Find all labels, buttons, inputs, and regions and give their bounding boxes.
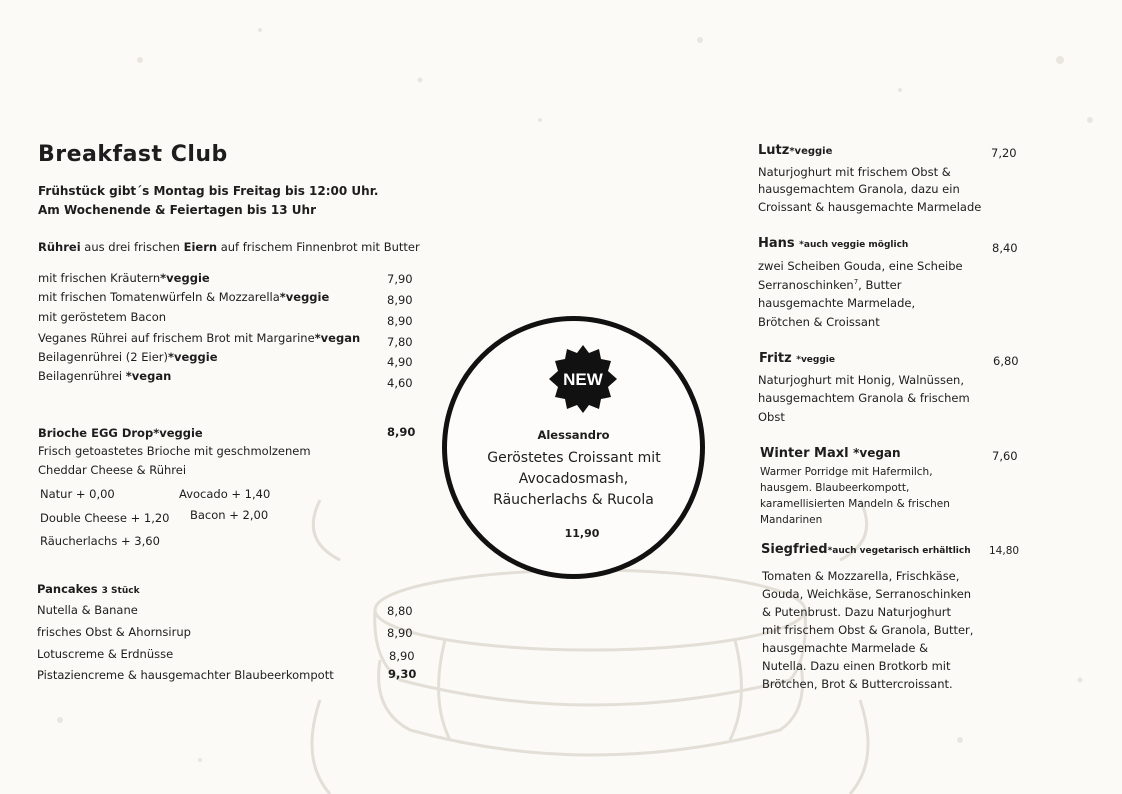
brioche-option: Double Cheese + 1,20 (40, 511, 170, 525)
lutz-description: hausgemachtem Granola, dazu ein (758, 182, 960, 196)
pancake-item: Nutella & Banane (37, 603, 138, 617)
pancake-price: 8,90 (387, 626, 413, 640)
special-description: Avocadosmash, (518, 471, 629, 487)
brioche-price: 8,90 (387, 425, 416, 439)
special-price: 11,90 (564, 527, 600, 540)
siegfried-description: & Putenbrust. Dazu Naturjoghurt (762, 605, 952, 619)
ruehrei-price: 8,90 (387, 293, 413, 307)
opening-hours-weekend: Am Wochenende & Feiertagen bis 13 Uhr (38, 203, 316, 217)
fritz-price: 6,80 (993, 354, 1019, 368)
page-title: Breakfast Club (38, 142, 228, 167)
ruehrei-item: mit frischen Tomatenwürfeln & Mozzarella*veggie (38, 290, 330, 304)
ruehrei-item: Veganes Rührei auf frischem Brot mit Margarine*vegan (38, 331, 361, 345)
siegfried-description: Gouda, Weichkäse, Serranoschinken (762, 587, 972, 601)
siegfried-description: hausgemachte Marmelade & (762, 641, 929, 655)
lutz-price: 7,20 (991, 146, 1017, 160)
pancake-item: Pistaziencreme & hausgemachter Blaubeerkompott (37, 668, 334, 682)
special-description: Geröstetes Croissant mit (487, 450, 661, 466)
siegfried-description: Brötchen, Brot & Buttercroissant. (762, 677, 953, 691)
brioche-option: Avocado + 1,40 (179, 487, 271, 501)
lutz-description: Naturjoghurt mit frischem Obst & (758, 165, 951, 179)
brioche-description: Cheddar Cheese & Rührei (38, 463, 187, 477)
hans-description: zwei Scheiben Gouda, eine Scheibe (758, 259, 963, 273)
winter-maxl-title: Winter Maxl *vegan (760, 446, 901, 461)
winter-maxl-price: 7,60 (992, 449, 1018, 463)
hans-description: Brötchen & Croissant (758, 315, 880, 329)
ruehrei-price: 4,60 (387, 376, 413, 390)
siegfried-description: Nutella. Dazu einen Brotkorb mit (762, 659, 951, 673)
brioche-option: Natur + 0,00 (40, 487, 115, 501)
ruehrei-item: Beilagenrührei *vegan (38, 369, 172, 383)
hans-description: hausgemachte Marmelade, (758, 296, 916, 310)
winter-maxl-description: hausgem. Blaubeerkompott, (760, 482, 910, 494)
pancake-item: frisches Obst & Ahornsirup (37, 625, 191, 639)
hans-price: 8,40 (992, 241, 1018, 255)
siegfried-price: 14,80 (989, 545, 1020, 557)
fritz-title: Fritz *veggie (759, 351, 835, 366)
fritz-description: Naturjoghurt mit Honig, Walnüssen, (758, 373, 964, 387)
brioche-option: Räucherlachs + 3,60 (40, 534, 160, 548)
ruehrei-price: 4,90 (387, 355, 413, 369)
ruehrei-item: Beilagenrührei (2 Eier)*veggie (38, 350, 218, 364)
lutz-description: Croissant & hausgemachte Marmelade (758, 200, 982, 214)
pancake-price: 8,80 (387, 604, 413, 618)
lutz-title: Lutz*veggie (758, 143, 833, 158)
ruehrei-item: mit frischen Kräutern*veggie (38, 271, 210, 285)
pancake-item: Lotuscreme & Erdnüsse (37, 647, 174, 661)
siegfried-title: Siegfried*auch vegetarisch erhältlich (761, 542, 971, 557)
opening-hours-weekday: Frühstück gibt´s Montag bis Freitag bis 12:00 Uhr. (38, 184, 379, 198)
new-badge-label: NEW (563, 370, 603, 389)
ruehrei-price: 7,90 (387, 272, 413, 286)
brioche-title: Brioche EGG Drop*veggie (38, 426, 203, 440)
siegfried-description: mit frischem Obst & Granola, Butter, (762, 623, 974, 637)
ruehrei-intro: Rührei aus drei frischen Eiern auf frischem Finnenbrot mit Butter (38, 240, 420, 254)
ruehrei-item: mit geröstetem Bacon (38, 310, 167, 324)
fritz-description: hausgemachtem Granola & frischem (758, 391, 970, 405)
winter-maxl-description: Warmer Porridge mit Hafermilch, (760, 466, 933, 478)
pancake-price: 8,90 (389, 649, 415, 663)
hans-description: Serranoschinken$^7$, Butter (758, 278, 902, 292)
special-description: Räucherlachs & Rucola (493, 492, 654, 508)
winter-maxl-description: karamellisierten Mandeln & frischen (760, 498, 950, 510)
ruehrei-price: 7,80 (387, 335, 413, 349)
ruehrei-price: 8,90 (387, 314, 413, 328)
brioche-description: Frisch getoastetes Brioche mit geschmolzenem (38, 444, 311, 458)
pancakes-title: Pancakes 3 Stück (37, 582, 140, 596)
fritz-description: Obst (758, 410, 785, 424)
special-name: Alessandro (537, 428, 610, 442)
new-badge-icon (549, 345, 617, 413)
brioche-option: Bacon + 2,00 (190, 508, 269, 522)
hans-title: Hans *auch veggie möglich (758, 236, 909, 251)
winter-maxl-description: Mandarinen (760, 514, 823, 526)
siegfried-description: Tomaten & Mozzarella, Frischkäse, (762, 569, 960, 583)
pancake-price: 9,30 (388, 667, 417, 681)
